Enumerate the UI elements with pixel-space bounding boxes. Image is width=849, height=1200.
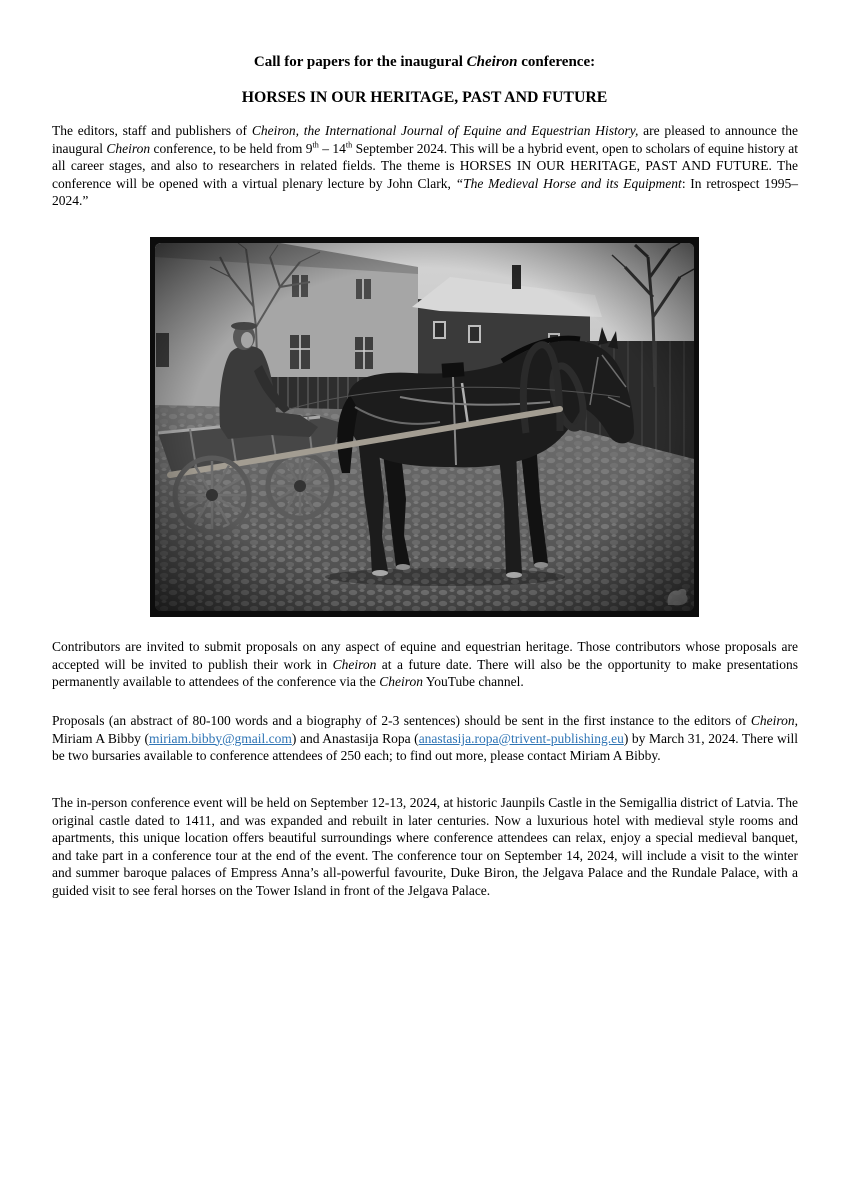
submission-text-2: , Miriam A Bibby ( xyxy=(52,713,798,746)
lecture-title: “The Medieval Horse and its Equipment xyxy=(455,175,682,191)
title-text-end: conference: xyxy=(517,54,596,70)
submission-paragraph xyxy=(52,712,798,765)
title-text-start: Call for papers for the inaugural xyxy=(253,54,467,70)
journal-name: Cheiron xyxy=(750,713,795,728)
call-text-3: YouTube channel. xyxy=(422,674,524,690)
email-link-miriam-bibby[interactable]: miriam.bibby@gmail.com xyxy=(148,730,292,746)
intro-text-6: : In retrospect 1995–2024.” xyxy=(52,175,799,209)
journal-name: Cheiron xyxy=(379,674,423,690)
journal-full-title: Cheiron, the International Journal of Equine and Equestrian History, xyxy=(251,123,639,138)
intro-text-2: are pleased to announce the inaugural xyxy=(52,123,798,156)
ordinal-suffix: th xyxy=(312,140,319,150)
journal-name: Cheiron xyxy=(106,140,151,156)
submission-text-3: ) and Anastasija Ropa ( xyxy=(291,730,419,746)
call-text-2: at a future date. There will also be the opportunity to make presentations permanently available to attendees of the conference via the xyxy=(52,656,798,690)
contributions-paragraph xyxy=(52,638,798,691)
conference-theme-heading: HORSES IN OUR HERITAGE, PAST AND FUTURE xyxy=(241,89,608,106)
email-link-anastasija-ropa[interactable]: anastasija.ropa@trivent-publishing.eu xyxy=(418,730,624,746)
intro-text-3: conference, to be held from 9 xyxy=(150,140,313,156)
page-title xyxy=(0,52,849,72)
call-text-1: Contributors are invited to submit proposals on any aspect of equine and equestrian heritage. Those contributors whose proposals are accepted will be invited to publish their work in xyxy=(52,639,798,672)
journal-name: Cheiron xyxy=(332,656,377,672)
intro-text-4: – 14 xyxy=(318,140,346,156)
title-journal-name: Cheiron xyxy=(466,54,518,70)
historic-horse-cart-photo xyxy=(150,237,699,617)
photo-vignette xyxy=(155,243,694,611)
venue-paragraph: The in-person conference event will be held on September 12-13, 2024, at historic Jaunpils Castle in the Semigallia district of Latvia. The original castle dated to 1411, and was expanded and rebuilt in later centuries. Now a luxurious hotel with medieval style rooms and apartments, this unique location offers beautiful surroundings where conference attendees can relax, enjoy a special medieval banquet, and take part in a conference tour at the end of the event. The conference tour on September 14, 2024, will include a visit to the winter and summer baroque palaces of Empress Anna’s all-powerful favourite, Duke Biron, the Jelgava Palace and the Rundale Palace, with a guided visit to see feral horses on the Tower Island in front of the Jelgava Palace. xyxy=(52,795,798,898)
submission-text-1: Proposals (an abstract of 80-100 words and a biography of 2-3 sentences) should be sent in the first instance to the editors of xyxy=(52,713,751,728)
ordinal-suffix: th xyxy=(345,140,353,150)
intro-text-1: The editors, staff and publishers of xyxy=(52,123,252,138)
intro-text-5: September 2024. This will be a hybrid event, open to scholars of equine history at all career stages, and also to researchers in related fields. The theme is HORSES IN OUR HERITAGE, PAST AND FUTURE. The conference will be opened with a virtual plenary lecture by John Clark, xyxy=(52,140,798,191)
intro-paragraph xyxy=(52,122,798,210)
submission-text-4: ) by March 31, 2024. There will be two bursaries available to conference attendees of 250 each; to find out more, please contact Miriam A Bibby. xyxy=(52,730,798,764)
